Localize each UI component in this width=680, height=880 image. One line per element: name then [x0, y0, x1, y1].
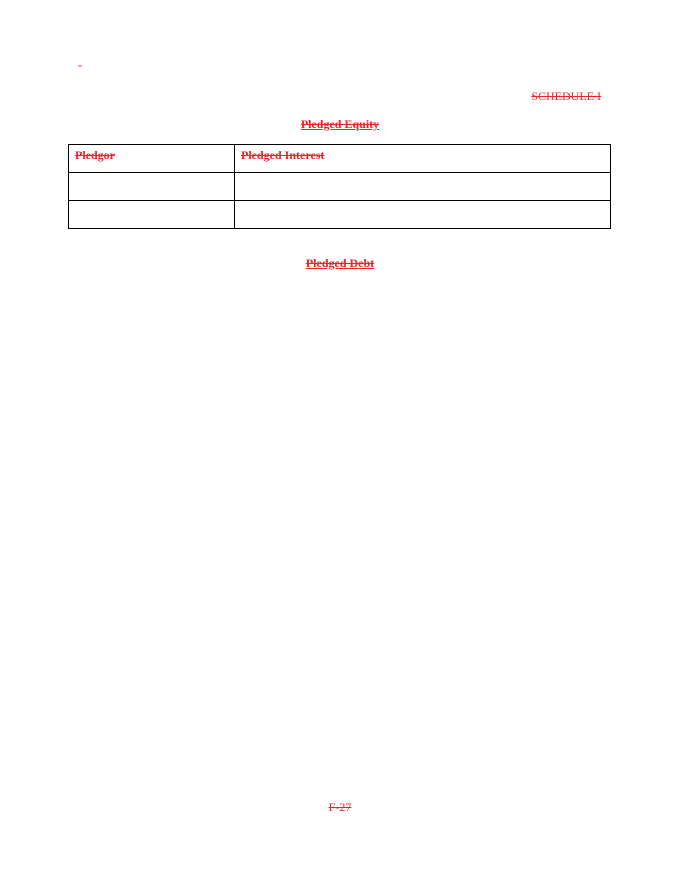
header-pledgor-text: Pledgor: [75, 148, 115, 162]
table-cell: [235, 201, 611, 229]
header-pledgor: [69, 145, 235, 173]
dash-mark: -: [78, 58, 82, 72]
table-cell: [69, 173, 235, 201]
table-row: [69, 173, 611, 201]
page-number: F-27: [328, 800, 352, 814]
pledged-equity-table: [68, 144, 611, 229]
pledged-equity-title-text: Pledged Equity: [300, 117, 380, 131]
table-cell: [69, 201, 235, 229]
table-cell: [235, 173, 611, 201]
pledged-equity-title: [0, 117, 680, 132]
page-footer: [0, 800, 680, 815]
table-row: [69, 201, 611, 229]
table-header-row: [69, 145, 611, 173]
header-pledged-interest: [235, 145, 611, 173]
pledged-debt-title: [0, 256, 680, 271]
header-pledged-interest-text: Pledged Interest: [241, 148, 325, 162]
pledged-debt-title-text: Pledged Debt: [305, 256, 375, 270]
schedule-label: SCHEDULE I: [531, 89, 601, 103]
